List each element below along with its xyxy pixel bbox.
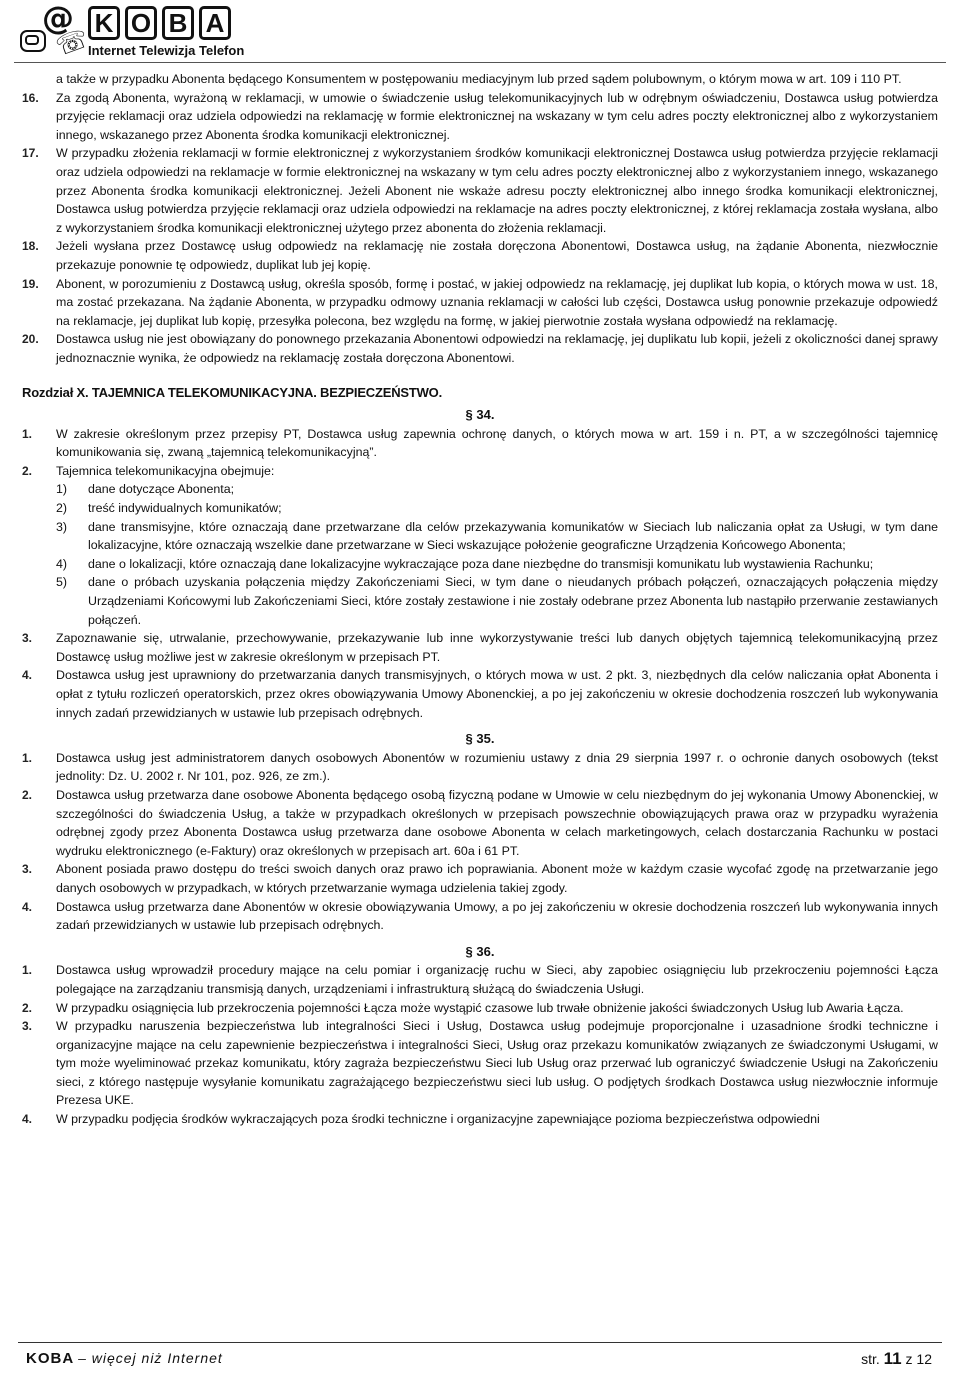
at-icon: @ bbox=[42, 0, 74, 37]
phone-icon: ☏ bbox=[51, 23, 93, 63]
section-heading-35: § 35. bbox=[465, 731, 495, 747]
paragraph-number: 2. bbox=[22, 787, 33, 802]
paragraph-number: 4. bbox=[22, 1112, 33, 1127]
page-number bbox=[861, 1349, 932, 1369]
section-36-item-1 bbox=[22, 961, 938, 998]
paragraph-number: 4. bbox=[22, 899, 33, 914]
list-item bbox=[22, 480, 938, 499]
paragraph-text: W przypadku podjęcia środków wykraczających poza środki techniczne i organizacyjne zapewniające pozioma bezpieczeństwa odpowiedni bbox=[56, 1112, 820, 1127]
logo-letter-k: K bbox=[88, 6, 120, 40]
paragraph-number: 3. bbox=[22, 631, 33, 646]
section-36-item-2 bbox=[22, 999, 938, 1018]
section-heading-36: § 36. bbox=[465, 943, 495, 959]
paragraph-number: 16. bbox=[22, 90, 39, 105]
footer-brand bbox=[26, 1350, 223, 1367]
paragraph-text: Jeżeli wysłana przez Dostawcę usług odpowiedz na reklamację nie została doręczona Abonentowi, Dostawca usług, na żądanie Abonenta, niezwłocznie przekazuje ponownie tę odpowiedz, duplikat lub jej kopię. bbox=[56, 239, 938, 272]
header-divider bbox=[14, 62, 946, 63]
paragraph-number: 19. bbox=[22, 276, 39, 291]
logo-tagline: Internet Telewizja Telefon bbox=[88, 43, 245, 58]
section-36-item-3 bbox=[22, 1017, 938, 1110]
paragraph-text: Zapoznawanie się, utrwalanie, przechowywanie, przekazywanie lub inne wykorzystywanie treści lub danych objętych tajemnicą telekomunikacyjną przez Dostawcę usług możliwe jest w zakresie określonym w przepisach PT. bbox=[56, 631, 938, 664]
logo-letter-b: B bbox=[162, 6, 194, 40]
page-prefix: str. bbox=[861, 1351, 880, 1367]
paragraph-number: 3. bbox=[22, 862, 33, 877]
list-item bbox=[22, 555, 938, 574]
section-34-item-1 bbox=[22, 425, 938, 462]
paragraph-text: Abonent, w porozumieniu z Dostawcą usług, określa sposób, formę i postać, w jakiej odpowiedz na reklamację, jej duplikat lub kopia, o których mowa w ust. 18, ma zostać przekazana. Na żądanie Abonenta, w przypadku odmowy uznania reklamacji w całości lub części, Dostawca usług ponownie przekazuje odpowiedź na reklamacje, jej duplikat lub kopię, przesyłka polecona, bez względu na formę, w jakiej pierwotnie została wysłana odpowiedź na reklamację. bbox=[56, 276, 938, 328]
document-body bbox=[22, 70, 938, 1129]
list-item bbox=[22, 518, 938, 555]
section-34-item-4 bbox=[22, 666, 938, 722]
paragraph-19 bbox=[22, 275, 938, 331]
paragraph-text: Dostawca usług przetwarza dane osobowe Abonenta będącego osobą fizyczną podane w Umowie w celu niezbędnym do jej wykonania Umowy Abonenckiej, w szczególności do świadczenia Usług, a także w przypadkach określonych w przepisach powszechnie obowiązujących prawa oraz w przypadku wyrażenia odrębnej zgody przez Abonenta Dostawca usług przetwarza dane osobowe Abonenta w celach marketingowych, celach dostarczania Rachunku w postaci wydruku elektronicznego (e-Faktury) oraz określonych w przepisach art. 60a i 61 PT. bbox=[56, 787, 938, 858]
logo bbox=[88, 6, 231, 40]
paragraph-text: Dostawca usług przetwarza dane Abonentów w okresie obowiązywania Umowy, a po jej zakończeniu w okresie dochodzenia roszczeń lub wykonywania innych zadań przewidzianych w ustawie lub przepisach odrębnych. bbox=[56, 899, 938, 933]
list-item-text: dane dotyczące Abonenta; bbox=[88, 482, 235, 497]
paragraph-number: 4. bbox=[22, 668, 33, 683]
paragraph-text: Dostawca usług nie jest obowiązany do ponownego przekazania Abonentowi odpowiedzi na reklamację, jej duplikatu lub kopii, jeżeli z okoliczności danej sprawy jednoznacznie wynika, że odpowiedz na reklamację została doręczona Abonentowi. bbox=[56, 332, 938, 365]
section-36-item-4 bbox=[22, 1110, 938, 1129]
paragraph-text: W przypadku naruszenia bezpieczeństwa lub integralności Sieci i Usług, Dostawca usług podejmuje proporcjonalne i uzasadnione środki techniczne i organizacyjne mające na celu zapewnienie bezpieczeństwa i integralności Sieci, Usług oraz przekazu komunikatów związanych ze świadczonymi Usługami, w tym może wyeliminować przekaz komunikatu, który zagraża bezpieczeństwu Sieci lub Usług oraz przerwać lub ograniczyć świadczenie Usługi na Zakończeniu sieci, z którego następuje wysyłanie komunikatu zagrażającego bezpieczeństwu sieci lub usług. O podjętych środkach Dostawca usług niezwłocznie informuje Prezesa UKE. bbox=[56, 1019, 938, 1108]
list-item-text: dane o próbach uzyskania połączenia między Zakończeniami Sieci, w tym dane o nieudanych próbach połączeń, oznaczających połączenia między Urządzeniami Końcowymi lub Zakończeniami Sieci, które zostały zestawione i nie zostały odebrane przez Abonenta lub nastąpiło przerwanie zestawianych połączeń. bbox=[88, 575, 938, 627]
paragraph-20 bbox=[22, 330, 938, 367]
list-item-text: treść indywidualnych komunikatów; bbox=[88, 501, 282, 516]
section-34-item-2 bbox=[22, 462, 938, 481]
section-heading-34: § 34. bbox=[465, 407, 495, 423]
list-item-text: dane transmisyjne, które oznaczają dane przetwarzane dla celów przekazywania komunikatów w Sieciach lub naliczania opłat za Usługi, w tym dane lokalizacyjne, które oznaczają wszelkie dane przetwarzane w Sieci wskazujące położenie geograficzne Urządzenia Końcowego Abonenta; bbox=[88, 519, 938, 553]
paragraph-text: Dostawca usług jest administratorem danych osobowych Abonentów w rozumieniu ustawy z dnia 29 sierpnia 1997 r. o ochronie danych osobowych (tekst jednolity: Dz. U. 2002 r. Nr 101, poz. 926, ze zm.). bbox=[56, 750, 938, 784]
section-35-item-4 bbox=[22, 898, 938, 935]
page-current: 11 bbox=[883, 1349, 902, 1368]
footer-brand-name: KOBA bbox=[26, 1350, 75, 1367]
list-item-number: 5) bbox=[56, 575, 68, 590]
logo-icons bbox=[18, 0, 93, 63]
paragraph-number: 20. bbox=[22, 332, 39, 347]
list-item bbox=[22, 499, 938, 518]
page-total: 12 bbox=[916, 1351, 932, 1367]
footer-divider bbox=[18, 1342, 942, 1343]
paragraph-number: 1. bbox=[22, 963, 33, 978]
section-35-item-3 bbox=[22, 860, 938, 897]
section-35-item-1 bbox=[22, 749, 938, 786]
paragraph-number: 1. bbox=[22, 750, 33, 765]
chapter-title: Rozdział X. TAJEMNICA TELEKOMUNIKACYJNA. BEZPIECZEŃSTWO. bbox=[22, 384, 442, 400]
paragraph-text: W zakresie określonym przez przepisy PT, Dostawca usług zapewnia ochronę danych, o których mowa w art. 159 i n. PT, a w szczególności tajemnicę komunikowania się, zwaną „tajemnicą telekomunikacyjną”. bbox=[56, 426, 938, 460]
paragraph-text: Tajemnica telekomunikacyjna obejmuje: bbox=[56, 463, 275, 478]
logo-letter-a: A bbox=[199, 6, 231, 40]
section-35-item-2 bbox=[22, 786, 938, 860]
list-item bbox=[22, 573, 938, 629]
paragraph-text: Dostawca usług wprowadził procedury mające na celu pomiar i organizację ruchu w Sieci, aby zapobiec osiągnięciu lub przekroczeniu pojemności Łącza polegające na zarządzaniu transmisją danych, urządzeniami i infrastrukturą służącą do świadczenia Usługi. bbox=[56, 963, 938, 996]
page-separator: z bbox=[905, 1351, 913, 1367]
paragraph-text: Dostawca usług jest uprawniony do przetwarzania danych transmisyjnych, o których mowa w ust. 2 pkt. 3, niezbędnych dla celów naliczania opłat Abonenta i opłat z tytułu rozliczeń operatorskich, przez okres obowiązywania Umowy Abonenckiej, a po jej zakończeniu w okresie dochodzenia roszczeń lub wykonywania innych zadań przewidzianych w ustawie lub przepisach odrębnych. bbox=[56, 668, 938, 720]
paragraph-number: 18. bbox=[22, 239, 39, 254]
paragraph-15-continuation bbox=[22, 70, 938, 89]
paragraph-text: a także w przypadku Abonenta będącego Konsumentem w postępowaniu mediacyjnym lub przed sądem polubownym, o którym mowa w art. 109 i 110 PT. bbox=[56, 72, 902, 86]
paragraph-number: 17. bbox=[22, 146, 39, 161]
paragraph-text: W przypadku złożenia reklamacji w formie elektronicznej z wykorzystaniem środków komunikacji elektronicznej Dostawca usług potwierdza przyjęcie reklamacji oraz udziela odpowiedzi na reklamacje w formie elektronicznej na wskazany w tym celu adres poczty elektronicznej albo z wykorzystaniem innego, wskazanego przez Abonenta środka komunikacji elektronicznej. Jeżeli Abonent nie wskaże adresu poczty elektronicznej albo innego środka komunikacji elektronicznej, Dostawca usług potwierdza przyjęcie reklamacji oraz udziela odpowiedzi na reklamacje na adres poczty elektronicznej, z której reklamacja została wysłana, albo z wykorzystaniem środka komunikacji elektronicznej użytego przez abonenta do złożenia reklamacji. bbox=[56, 146, 938, 235]
list-item-number: 1) bbox=[56, 482, 68, 497]
paragraph-17 bbox=[22, 144, 938, 237]
paragraph-number: 1. bbox=[22, 426, 33, 441]
list-item-text: dane o lokalizacji, które oznaczają dane lokalizacyjne wykraczające poza dane niezbędne do transmisji komunikatu lub wystawienia Rachunku; bbox=[88, 556, 874, 571]
paragraph-text: W przypadku osiągnięcia lub przekroczenia pojemności Łącza może wystąpić czasowe lub trwałe obniżenie jakości świadczonych Usług lub Awaria Łącza. bbox=[56, 1000, 904, 1015]
section-34-item-3 bbox=[22, 629, 938, 666]
header bbox=[18, 0, 258, 63]
list-item-number: 4) bbox=[56, 556, 68, 571]
paragraph-text: Abonent posiada prawo dostępu do treści swoich danych oraz prawo ich poprawiania. Abonent może w każdym czasie wycofać zgodę na przetwarzanie jego danych osobowych w przypadkach, w których przetwarzanie wymaga udzielenia takiej zgody. bbox=[56, 862, 938, 895]
footer-slogan: – więcej niż Internet bbox=[78, 1350, 223, 1366]
logo-letter-o: O bbox=[125, 6, 157, 40]
paragraph-number: 2. bbox=[22, 463, 33, 478]
paragraph-16 bbox=[22, 89, 938, 145]
paragraph-18 bbox=[22, 237, 938, 274]
paragraph-number: 2. bbox=[22, 1000, 33, 1015]
paragraph-text: Za zgodą Abonenta, wyrażoną w reklamacji, w umowie o świadczenie usług telekomunikacyjnych lub w odrębnym oświadczeniu, Dostawca usług potwierdza przyjęcie reklamacji oraz udziela odpowiedzi na reklamację w formie elektronicznej na wskazany w tym celu adres poczty elektronicznej albo z wykorzystaniem innego, wskazanego przez Abonenta środka komunikacji elektronicznej. bbox=[56, 90, 938, 142]
list-item-number: 3) bbox=[56, 519, 68, 534]
list-item-number: 2) bbox=[56, 501, 68, 516]
paragraph-number: 3. bbox=[22, 1019, 33, 1034]
